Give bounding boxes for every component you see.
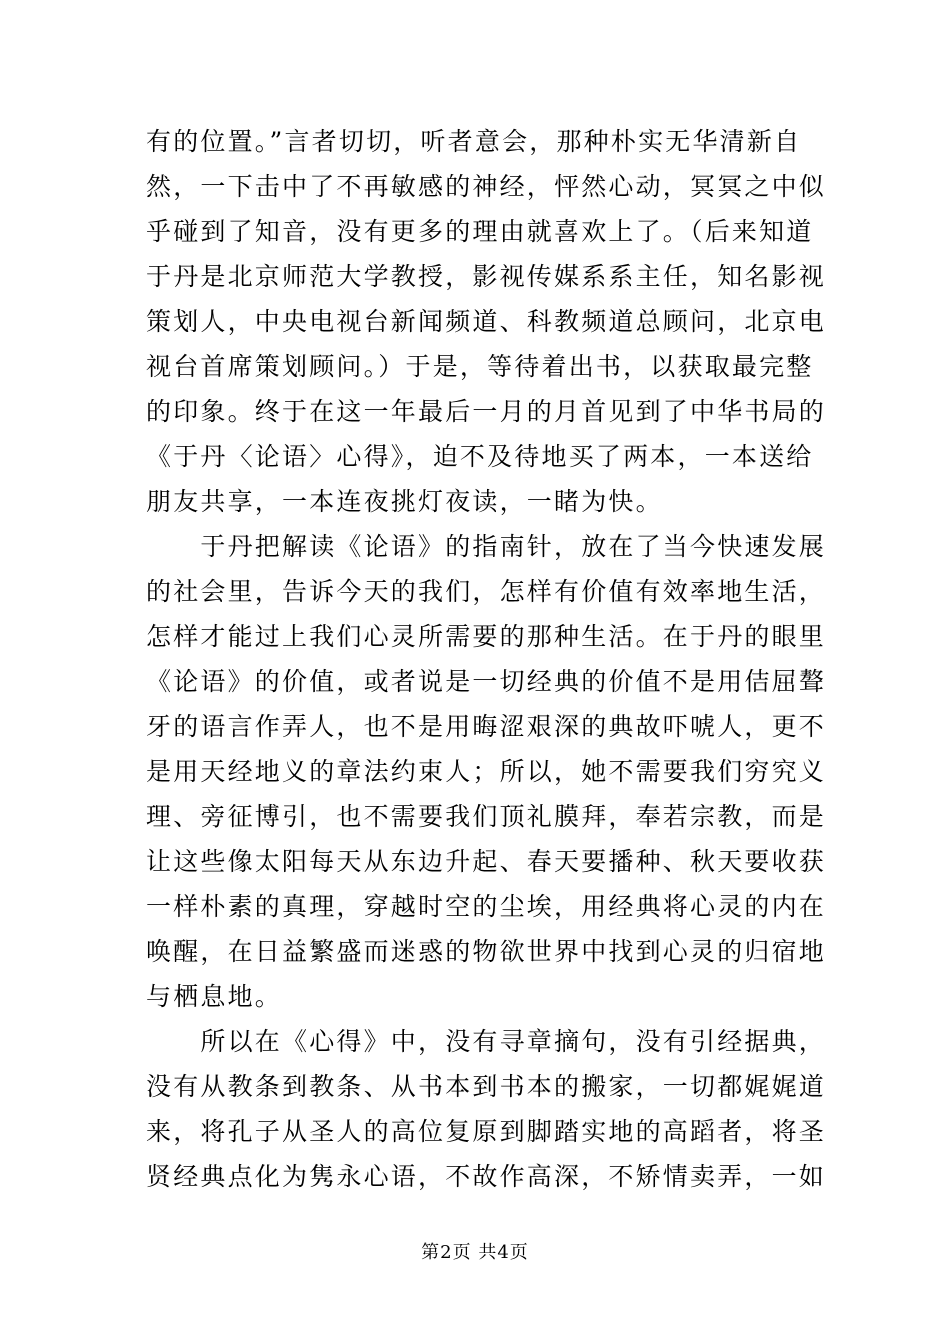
text-line: 理、旁征博引，也不需要我们顶礼膜拜，奉若宗教，而是: [146, 802, 827, 831]
text-line: 牙的语言作弄人，也不是用晦涩艰深的典故吓唬人，更不: [146, 712, 827, 741]
page-number-footer: 第2页 共4页: [421, 1242, 529, 1263]
text-line: 然，一下击中了不再敏感的神经，怦然心动，冥冥之中似: [146, 172, 827, 201]
text-line: 视台首席策划顾问。）于是，等待着出书，以获取最完整: [146, 352, 814, 381]
text-line: 来，将孔子从圣人的高位复原到脚踏实地的高蹈者，将圣: [146, 1117, 827, 1146]
text-line: 所以在《心得》中，没有寻章摘句，没有引经据典，: [146, 1027, 827, 1056]
text-line: 乎碰到了知音，没有更多的理由就喜欢上了。（后来知道: [146, 217, 814, 246]
text-line: 有的位置。”言者切切，听者意会，那种朴实无华清新自: [146, 127, 802, 156]
text-line: 与栖息地。: [146, 982, 283, 1011]
text-line: 的社会里，告诉今天的我们，怎样有价值有效率地生活，: [146, 577, 827, 606]
text-line: 于丹把解读《论语》的指南针，放在了当今快速发展: [146, 532, 827, 561]
text-line: 怎样才能过上我们心灵所需要的那种生活。在于丹的眼里: [146, 622, 827, 651]
text-line: 让这些像太阳每天从东边升起、春天要播种、秋天要收获: [146, 847, 827, 876]
text-line: 一样朴素的真理，穿越时空的尘埃，用经典将心灵的内在: [146, 892, 827, 921]
text-line: 是用天经地义的章法约束人；所以，她不需要我们穷究义: [146, 757, 827, 786]
text-line: 《于丹〈论语〉心得》，迫不及待地买了两本，一本送给: [146, 442, 814, 471]
text-line: 朋友共享，一本连夜挑灯夜读，一睹为快。: [146, 487, 663, 516]
text-line: 策划人，中央电视台新闻频道、科教频道总顾问，北京电: [146, 307, 827, 336]
text-line: 于丹是北京师范大学教授，影视传媒系系主任，知名影视: [146, 262, 827, 291]
text-line: 贤经典点化为隽永心语，不故作高深，不矫情卖弄，一如: [146, 1162, 827, 1191]
text-line: 唤醒，在日益繁盛而迷惑的物欲世界中找到心灵的归宿地: [146, 937, 827, 966]
text-line: 《论语》的价值，或者说是一切经典的价值不是用佶屈聱: [146, 667, 827, 696]
text-line: 没有从教条到教条、从书本到书本的搬家，一切都娓娓道: [146, 1072, 827, 1101]
text-line: 的印象。终于在这一年最后一月的月首见到了中华书局的: [146, 397, 827, 426]
